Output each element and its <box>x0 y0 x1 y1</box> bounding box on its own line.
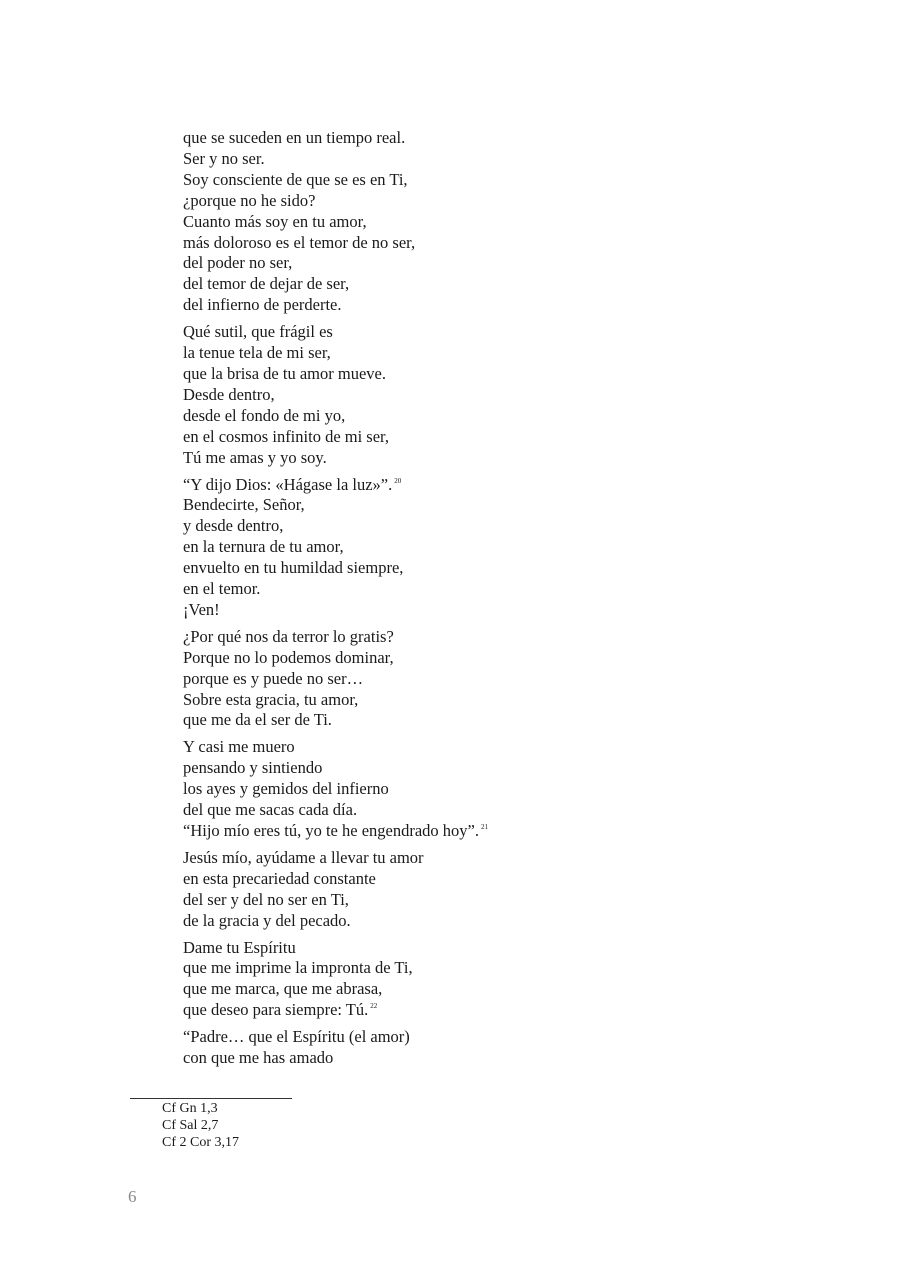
poem-line <box>183 1000 743 1021</box>
poem-line-text: Porque no lo podemos dominar, <box>183 647 394 667</box>
poem-line <box>183 758 743 779</box>
poem-line-text: Soy consciente de que se es en Ti, <box>183 169 408 189</box>
poem-line <box>183 600 743 621</box>
poem-line-text: la tenue tela de mi ser, <box>183 343 331 363</box>
stanza <box>183 322 743 468</box>
poem-line-text: que deseo para siempre: Tú. <box>183 1000 369 1020</box>
poem-line <box>183 191 743 212</box>
poem-line <box>183 558 743 579</box>
poem-line-text: desde el fondo de mi yo, <box>183 405 346 425</box>
poem-line-text: los ayes y gemidos del infierno <box>183 779 389 799</box>
poem-line <box>183 690 743 711</box>
poem-line-text: en la ternura de tu amor, <box>183 537 344 557</box>
footnote-marker: 20 <box>394 476 402 485</box>
poem-line <box>183 1048 743 1069</box>
poem-line-text: Y casi me muero <box>183 737 295 757</box>
poem-line <box>183 495 743 516</box>
footnote-item: Cf Sal 2,7 <box>162 1118 219 1133</box>
poem-line <box>183 958 743 979</box>
poem-line-text: del que me sacas cada día. <box>183 800 358 820</box>
poem-line-text: ¡Ven! <box>183 599 220 619</box>
poem-line <box>183 537 743 558</box>
poem-line <box>183 579 743 600</box>
poem-line <box>183 800 743 821</box>
footnote-item: Cf 2 Cor 3,17 <box>162 1135 239 1150</box>
poem-line-text: Qué sutil, que frágil es <box>183 322 333 342</box>
poem-line <box>183 669 743 690</box>
poem-line <box>183 1027 743 1048</box>
poem-line <box>183 128 743 149</box>
poem-line-text: “Hijo mío eres tú, yo te he engendrado hoy”. <box>183 821 479 840</box>
stanza <box>183 627 743 732</box>
poem-line <box>183 295 743 316</box>
poem-line <box>183 253 743 274</box>
poem-line <box>183 233 743 254</box>
poem-line-text: pensando y sintiendo <box>183 758 323 778</box>
footnote-item: Cf Gn 1,3 <box>162 1101 218 1116</box>
poem-line-text: y desde dentro, <box>183 516 284 536</box>
footnotes <box>162 1100 562 1151</box>
poem-line-text: que la brisa de tu amor mueve. <box>183 363 386 383</box>
poem-line <box>183 322 743 343</box>
poem-line <box>183 475 743 496</box>
stanza <box>183 938 743 1022</box>
poem-body <box>183 128 743 1075</box>
poem-line <box>183 848 743 869</box>
poem-line <box>183 149 743 170</box>
poem-line <box>183 779 743 800</box>
poem-line <box>183 938 743 959</box>
poem-line <box>183 648 743 669</box>
poem-line-text: más doloroso es el temor de no ser, <box>183 232 416 252</box>
poem-line <box>183 385 743 406</box>
stanza <box>183 128 743 316</box>
poem-line-text: Sobre esta gracia, tu amor, <box>183 689 359 709</box>
poem-line-text: en esta precariedad constante <box>183 868 376 888</box>
poem-line-text: que se suceden en un tiempo real. <box>183 128 406 147</box>
poem-line <box>183 869 743 890</box>
poem-line-text: que me imprime la impronta de Ti, <box>183 958 413 978</box>
poem-line <box>183 911 743 932</box>
poem-line-text: en el temor. <box>183 579 261 599</box>
poem-line <box>183 274 743 295</box>
poem-line <box>183 427 743 448</box>
poem-line-text: ¿Por qué nos da terror lo gratis? <box>183 626 394 646</box>
poem-line-text: en el cosmos infinito de mi ser, <box>183 426 390 446</box>
poem-line-text: envuelto en tu humildad siempre, <box>183 558 404 578</box>
poem-line <box>183 627 743 648</box>
footnote-separator <box>130 1098 292 1099</box>
poem-line-text: del poder no ser, <box>183 253 293 273</box>
poem-line-text: Jesús mío, ayúdame a llevar tu amor <box>183 847 424 867</box>
poem-line-text: que me da el ser de Ti. <box>183 710 332 730</box>
poem-line <box>183 364 743 385</box>
poem-line-text: ¿porque no he sido? <box>183 190 316 210</box>
poem-line-text: porque es y puede no ser… <box>183 668 364 688</box>
page-number: 6 <box>128 1187 137 1206</box>
poem-line <box>183 212 743 233</box>
poem-line-text: Dame tu Espíritu <box>183 937 296 957</box>
poem-line <box>183 710 743 731</box>
poem-line <box>183 170 743 191</box>
poem-line-text: Tú me amas y yo soy. <box>183 447 327 467</box>
stanza <box>183 475 743 621</box>
poem-line <box>183 821 743 842</box>
poem-line-text: Ser y no ser. <box>183 148 265 168</box>
poem-line-text: “Padre… que el Espíritu (el amor) <box>183 1027 410 1047</box>
poem-line <box>183 516 743 537</box>
poem-line <box>183 406 743 427</box>
poem-line <box>183 979 743 1000</box>
stanza <box>183 1027 743 1069</box>
poem-line-text: Cuanto más soy en tu amor, <box>183 211 367 231</box>
poem-line <box>183 890 743 911</box>
poem-line-text: del temor de dejar de ser, <box>183 274 350 294</box>
poem-line <box>183 448 743 469</box>
footnote-marker: 22 <box>370 1002 378 1011</box>
poem-line-text: con que me has amado <box>183 1048 334 1068</box>
poem-line <box>183 737 743 758</box>
poem-line-text: “Y dijo Dios: «Hágase la luz»”. <box>183 474 393 494</box>
stanza <box>183 737 743 842</box>
poem-line-text: de la gracia y del pecado. <box>183 910 351 930</box>
poem-line-text: Bendecirte, Señor, <box>183 495 305 515</box>
poem-line-text: del infierno de perderte. <box>183 295 342 315</box>
footnote-marker: 21 <box>481 823 488 831</box>
poem-line <box>183 343 743 364</box>
stanza <box>183 848 743 932</box>
poem-line-text: del ser y del no ser en Ti, <box>183 889 349 909</box>
poem-line-text: Desde dentro, <box>183 384 275 404</box>
poem-line-text: que me marca, que me abrasa, <box>183 979 383 999</box>
